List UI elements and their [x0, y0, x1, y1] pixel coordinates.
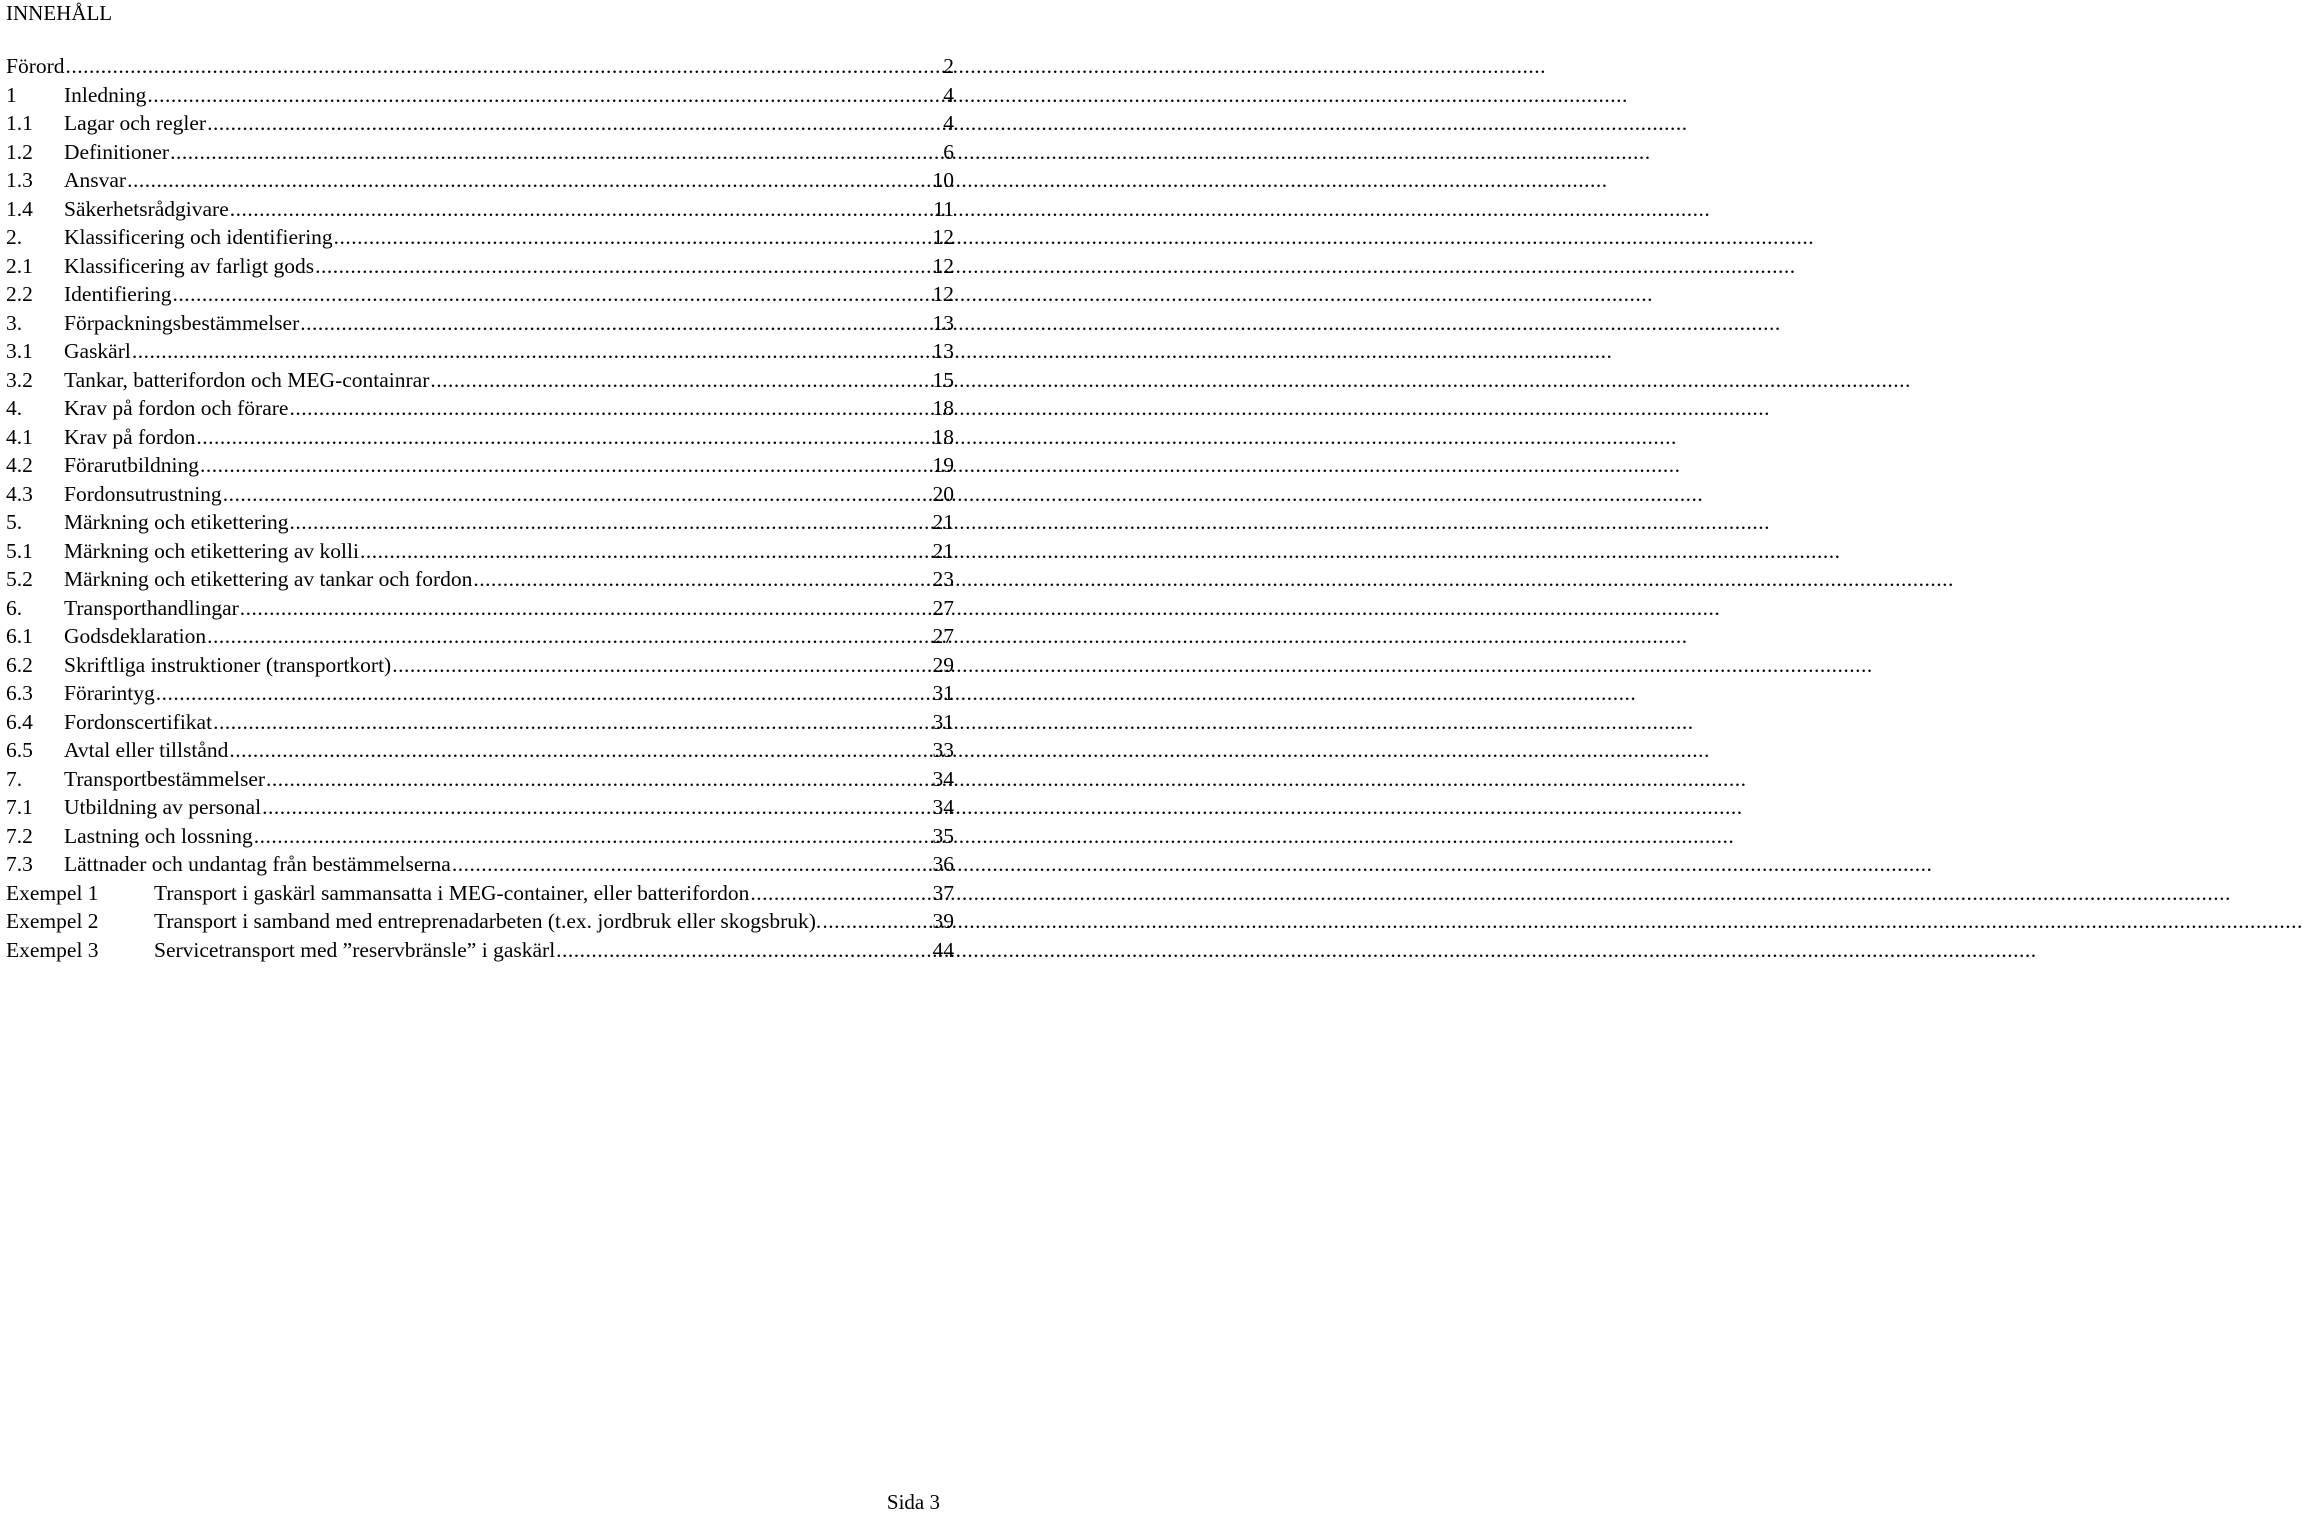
toc-entry[interactable]	[6, 907, 954, 936]
toc-entry-number: 6.1	[6, 624, 33, 648]
toc-entry[interactable]	[6, 765, 954, 794]
toc-dot-leader	[289, 394, 931, 423]
toc-dot-leader	[132, 337, 932, 366]
toc-entry-title: Identifiering	[64, 282, 172, 306]
toc-entry[interactable]	[6, 309, 954, 338]
toc-entry-title: Definitioner	[64, 139, 170, 164]
toc-entry-page: 19	[932, 453, 954, 477]
toc-entry-page: 18	[932, 396, 954, 420]
toc-dot-leader	[300, 309, 931, 338]
toc-dot-leader	[170, 138, 942, 167]
toc-entry[interactable]	[6, 879, 954, 908]
toc-entry-page: 11	[933, 196, 954, 221]
toc-entry-number: 4.2	[6, 453, 33, 477]
toc-entry-page: 39	[932, 909, 954, 933]
toc-dot-leader	[156, 679, 932, 708]
toc-entry-page: 4	[943, 82, 954, 107]
toc-entry-page: 27	[932, 624, 954, 648]
toc-entry[interactable]	[6, 537, 954, 566]
toc-entry-number: 6.	[6, 595, 23, 620]
toc-entry-number: 5.1	[6, 538, 33, 563]
toc-entry-page: 34	[932, 766, 954, 791]
toc-entry-title: Tankar, batterifordon och MEG-containrar	[64, 367, 430, 392]
toc-entry-title: Klassificering av farligt gods	[64, 253, 315, 278]
toc-entry-number: 4.3	[6, 481, 33, 506]
toc-entry[interactable]	[6, 480, 954, 509]
toc-entry-page: 4	[943, 111, 954, 135]
toc-entry[interactable]	[6, 223, 954, 252]
toc-dot-leader	[290, 508, 932, 537]
toc-entry-page: 21	[932, 510, 954, 534]
toc-entry-title: Servicetransport med ”reservbränsle” i gaskärl	[154, 937, 556, 962]
toc-entry[interactable]	[6, 138, 954, 167]
toc-entry[interactable]	[6, 280, 954, 309]
toc-entry[interactable]	[6, 679, 954, 708]
toc-entry-title: Förord	[6, 54, 65, 78]
toc-entry-number: 6.5	[6, 738, 33, 762]
toc-entry-page: 13	[932, 339, 954, 363]
toc-entry-title: Transporthandlingar	[64, 595, 239, 620]
toc-entry-page: 31	[932, 681, 954, 705]
toc-entry[interactable]	[6, 195, 954, 224]
toc-entry-page: 27	[932, 595, 954, 620]
toc-entry[interactable]	[6, 252, 954, 281]
toc-entry-page: 12	[932, 225, 954, 249]
toc-entry-number: Exempel 3	[6, 937, 99, 962]
toc-dot-leader	[223, 480, 932, 509]
toc-entry-title: Transportbestämmelser	[64, 766, 266, 791]
toc-entry-number: 1.2	[6, 139, 33, 164]
toc-entry-title: Avtal eller tillstånd	[64, 738, 229, 762]
toc-entry-number: 6.3	[6, 681, 33, 705]
toc-dot-leader	[213, 708, 931, 737]
toc-entry-title: Lastning och lossning	[64, 823, 253, 848]
toc-entry[interactable]	[6, 594, 954, 623]
toc-dot-leader	[452, 850, 932, 879]
toc-dot-leader	[556, 936, 931, 965]
toc-entry-page: 21	[932, 538, 954, 563]
toc-entry-title: Fordonsutrustning	[64, 481, 222, 506]
toc-entry-number: 4.	[6, 396, 23, 420]
toc-entry-page: 23	[932, 567, 954, 591]
toc-entry-page: 35	[932, 823, 954, 848]
toc-entry-title: Transport i samband med entreprenadarbeten (t.ex. jordbruk eller skogsbruk).	[154, 909, 822, 933]
toc-dot-leader	[315, 252, 931, 281]
toc-entry-page: 44	[932, 937, 954, 962]
toc-entry-number: 1.4	[6, 196, 33, 221]
toc-entry-page: 31	[932, 709, 954, 734]
toc-entry-number: 2.2	[6, 282, 33, 306]
toc-entry-page: 34	[932, 795, 954, 819]
toc-entry-number: 1.1	[6, 111, 33, 135]
toc-entry[interactable]	[6, 394, 954, 423]
toc-entry-title: Inledning	[64, 82, 147, 107]
toc-entry-title: Lättnader och undantag från bestämmelserna	[64, 852, 451, 876]
toc-entry[interactable]	[6, 366, 954, 395]
toc-entry-page: 36	[932, 852, 954, 876]
toc-entry-number: 6.4	[6, 709, 33, 734]
toc-dot-leader	[430, 366, 931, 395]
toc-entry-title: Klassificering och identifiering	[64, 225, 333, 249]
toc-entry-title: Krav på fordon och förare	[64, 396, 289, 420]
toc-entry-title: Märkning och etikettering av tankar och fordon	[64, 567, 473, 591]
toc-dot-leader	[254, 822, 932, 851]
toc-entry[interactable]	[6, 81, 954, 110]
toc-entry-number: 7.	[6, 766, 23, 791]
toc-entry-number: 4.1	[6, 424, 33, 449]
toc-entry-title: Förpackningsbestämmelser	[64, 310, 300, 335]
toc-entry-page: 37	[932, 880, 954, 905]
toc-entry-title: Förarintyg	[64, 681, 155, 705]
toc-dot-leader	[207, 622, 931, 651]
toc-entry-page: 18	[932, 424, 954, 449]
toc-entry-title: Utbildning av personal	[64, 795, 262, 819]
toc-dot-leader	[200, 451, 932, 480]
toc-dot-leader	[240, 594, 932, 623]
toc-dot-leader	[147, 81, 942, 110]
page-heading: INNEHÅLL	[6, 1, 113, 25]
toc-entry[interactable]	[6, 423, 954, 452]
toc-dot-leader	[822, 907, 931, 936]
toc-entry-number: 1.3	[6, 168, 33, 192]
toc-entry-title: Godsdeklaration	[64, 624, 207, 648]
toc-entry-page: 12	[932, 253, 954, 278]
toc-entry-number: 1	[6, 82, 17, 107]
toc-dot-leader	[473, 565, 931, 594]
toc-dot-leader	[207, 109, 942, 138]
toc-entry[interactable]	[6, 166, 954, 195]
toc-entry-page: 2	[943, 54, 954, 78]
toc-entry-number: 5.	[6, 510, 23, 534]
toc-entry-page: 12	[932, 282, 954, 306]
toc-entry[interactable]	[6, 793, 954, 822]
toc-entry-number: 3.	[6, 310, 23, 335]
toc-entry-number: Exempel 1	[6, 880, 99, 905]
toc-entry-title: Säkerhetsrådgivare	[64, 196, 229, 221]
toc-entry-title: Gaskärl	[64, 339, 131, 363]
toc-entry-number: 7.1	[6, 795, 33, 819]
toc-entry-number: 2.	[6, 225, 23, 249]
toc-entry-page: 29	[932, 652, 954, 677]
toc-entry[interactable]	[6, 651, 954, 680]
toc-dot-leader	[172, 280, 931, 309]
toc-entry[interactable]	[6, 337, 954, 366]
toc-dot-leader	[392, 651, 931, 680]
toc-entry-number: 5.2	[6, 567, 33, 591]
toc-entry-title: Förarutbildning	[64, 453, 199, 477]
toc-dot-leader	[750, 879, 931, 908]
toc-entry-number: 3.1	[6, 339, 33, 363]
toc-entry[interactable]	[6, 736, 954, 765]
toc-entry-number: Exempel 2	[6, 909, 99, 933]
toc-dot-leader	[229, 736, 931, 765]
toc-entry[interactable]	[6, 109, 954, 138]
toc-entry-title: Fordonscertifikat	[64, 709, 213, 734]
toc-entry[interactable]	[6, 508, 954, 537]
toc-entry[interactable]	[6, 822, 954, 851]
toc-entry-page: 6	[943, 139, 954, 164]
toc-dot-leader	[266, 765, 931, 794]
toc-dot-leader	[66, 52, 943, 81]
toc-dot-leader	[230, 195, 933, 224]
toc-entry-title: Lagar och regler	[64, 111, 207, 135]
toc-entry-number: 7.2	[6, 823, 33, 848]
toc-entry[interactable]	[6, 565, 954, 594]
toc-entry[interactable]	[6, 451, 954, 480]
toc-dot-leader	[127, 166, 931, 195]
toc-entry-page: 10	[932, 168, 954, 192]
toc-entry[interactable]	[6, 850, 954, 879]
toc-entry-number: 2.1	[6, 253, 33, 278]
toc-entry-number: 3.2	[6, 367, 33, 392]
toc-entry-title: Transport i gaskärl sammansatta i MEG-container, eller batterifordon	[154, 880, 750, 905]
toc-entry-page: 13	[932, 310, 954, 335]
toc-entry-title: Skriftliga instruktioner (transportkort)	[64, 652, 392, 677]
toc-entry-page: 15	[932, 367, 954, 392]
toc-entry-title: Märkning och etikettering av kolli	[64, 538, 359, 563]
toc-entry[interactable]	[6, 52, 954, 81]
toc-entry[interactable]	[6, 622, 954, 651]
toc-entry-page: 20	[932, 481, 954, 506]
toc-entry[interactable]	[6, 708, 954, 737]
table-of-contents	[6, 52, 954, 964]
toc-entry-title: Krav på fordon	[64, 424, 196, 449]
toc-dot-leader	[334, 223, 932, 252]
toc-entry-title: Märkning och etikettering	[64, 510, 289, 534]
toc-dot-leader	[360, 537, 932, 566]
toc-entry-number: 6.2	[6, 652, 33, 677]
page-number-footer: Sida 3	[886, 1490, 940, 1514]
toc-entry[interactable]	[6, 936, 954, 965]
toc-dot-leader	[196, 423, 931, 452]
toc-entry-number: 7.3	[6, 852, 33, 876]
toc-entry-page: 33	[932, 738, 954, 762]
toc-entry-title: Ansvar	[64, 168, 127, 192]
toc-dot-leader	[262, 793, 931, 822]
